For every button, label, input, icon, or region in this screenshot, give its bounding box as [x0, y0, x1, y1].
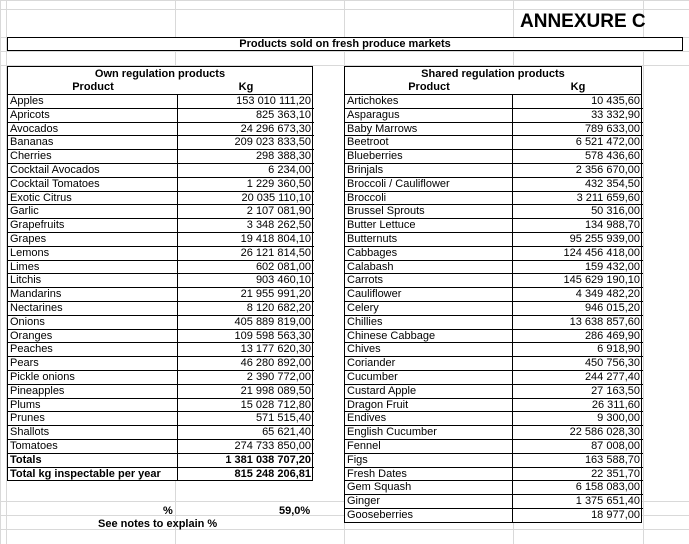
- product-cell: Prunes: [8, 412, 178, 426]
- kg-cell: 405 889 819,00: [178, 316, 314, 330]
- product-cell: Brinjals: [345, 164, 513, 178]
- table-row: [345, 371, 641, 385]
- kg-cell: 20 035 110,10: [178, 192, 314, 206]
- table-row: [345, 440, 641, 454]
- table-row: [8, 316, 312, 330]
- table-row: [345, 426, 641, 440]
- product-cell: Oranges: [8, 330, 178, 344]
- kg-cell: 22 351,70: [513, 468, 643, 482]
- table-row: [345, 150, 641, 164]
- table-row: [345, 136, 641, 150]
- kg-cell: 3 348 262,50: [178, 219, 314, 233]
- product-cell: Artichokes: [345, 95, 513, 109]
- product-cell: Broccoli / Cauliflower: [345, 178, 513, 192]
- inspectable-label: Total kg inspectable per year: [8, 468, 178, 482]
- table-row: [345, 468, 641, 482]
- kg-cell: 13 177 620,30: [178, 343, 314, 357]
- kg-cell: 163 588,70: [513, 454, 643, 468]
- table-row: [8, 426, 312, 440]
- product-cell: Chinese Cabbage: [345, 330, 513, 344]
- kg-cell: 6 158 083,00: [513, 481, 643, 495]
- product-cell: Custard Apple: [345, 385, 513, 399]
- kg-cell: 124 456 418,00: [513, 247, 643, 261]
- kg-cell: 571 515,40: [178, 412, 314, 426]
- product-cell: Apples: [8, 95, 178, 109]
- table-row: [345, 109, 641, 123]
- totals-label: Totals: [8, 454, 178, 468]
- product-cell: Lemons: [8, 247, 178, 261]
- product-cell: Cauliflower: [345, 288, 513, 302]
- product-cell: Dragon Fruit: [345, 399, 513, 413]
- kg-cell: 159 432,00: [513, 261, 643, 275]
- kg-cell: 450 756,30: [513, 357, 643, 371]
- table-row: [345, 205, 641, 219]
- kg-cell: 33 332,90: [513, 109, 643, 123]
- table-row: [8, 205, 312, 219]
- table-row: [8, 136, 312, 150]
- kg-cell: 8 120 682,20: [178, 302, 314, 316]
- table-row: [345, 302, 641, 316]
- kg-cell: 274 733 850,00: [178, 440, 314, 454]
- table-row: [345, 399, 641, 413]
- product-cell: Pickle onions: [8, 371, 178, 385]
- kg-cell: 24 296 673,30: [178, 123, 314, 137]
- kg-cell: 2 390 772,00: [178, 371, 314, 385]
- product-cell: Cocktail Tomatoes: [8, 178, 178, 192]
- product-cell: Cabbages: [345, 247, 513, 261]
- table-row: [8, 440, 312, 454]
- product-cell: Apricots: [8, 109, 178, 123]
- table-row: [8, 261, 312, 275]
- product-cell: Tomatoes: [8, 440, 178, 454]
- kg-cell: 134 988,70: [513, 219, 643, 233]
- product-cell: Limes: [8, 261, 178, 275]
- product-cell: Butternuts: [345, 233, 513, 247]
- product-cell: Plums: [8, 399, 178, 413]
- table-row: [345, 412, 641, 426]
- product-cell: Exotic Citrus: [8, 192, 178, 206]
- table-row: [345, 343, 641, 357]
- kg-cell: 244 277,40: [513, 371, 643, 385]
- product-cell: Ginger: [345, 495, 513, 509]
- product-cell: Baby Marrows: [345, 123, 513, 137]
- product-cell: Gem Squash: [345, 481, 513, 495]
- product-cell: Shallots: [8, 426, 178, 440]
- product-cell: Litchis: [8, 274, 178, 288]
- table-row: [8, 247, 312, 261]
- kg-cell: 946 015,20: [513, 302, 643, 316]
- product-cell: Chillies: [345, 316, 513, 330]
- kg-cell: 6 918,90: [513, 343, 643, 357]
- kg-cell: 3 211 659,60: [513, 192, 643, 206]
- product-cell: Fresh Dates: [345, 468, 513, 482]
- grid-line: [0, 51, 689, 52]
- percent-label: %: [163, 505, 173, 517]
- kg-cell: 209 023 833,50: [178, 136, 314, 150]
- kg-cell: 10 435,60: [513, 95, 643, 109]
- table-row: [8, 164, 312, 178]
- banner: [7, 37, 683, 51]
- product-cell: English Cucumber: [345, 426, 513, 440]
- table-row: [345, 247, 641, 261]
- table-row: [8, 233, 312, 247]
- product-cell: Garlic: [8, 205, 178, 219]
- kg-cell: 4 349 482,20: [513, 288, 643, 302]
- product-cell: Carrots: [345, 274, 513, 288]
- kg-cell: 22 586 028,30: [513, 426, 643, 440]
- kg-cell: 15 028 712,80: [178, 399, 314, 413]
- product-cell: Blueberries: [345, 150, 513, 164]
- kg-cell: 145 629 190,10: [513, 274, 643, 288]
- table-row: [345, 261, 641, 275]
- product-cell: Coriander: [345, 357, 513, 371]
- table-row: [345, 219, 641, 233]
- table-row: [345, 192, 641, 206]
- table-row: [345, 330, 641, 344]
- grid-line: [0, 9, 689, 10]
- kg-cell: 13 638 857,60: [513, 316, 643, 330]
- kg-cell: 21 955 991,20: [178, 288, 314, 302]
- kg-cell: 18 977,00: [591, 509, 640, 521]
- totals-value: 1 381 038 707,20: [178, 454, 314, 468]
- table-row: [8, 95, 312, 109]
- kg-cell: 903 460,10: [178, 274, 314, 288]
- product-cell: Onions: [8, 316, 178, 330]
- shared-regulation-table: [344, 66, 642, 523]
- shared-table-title: Shared regulation products: [421, 68, 565, 80]
- kg-cell: 21 998 089,50: [178, 385, 314, 399]
- product-cell: Mandarins: [8, 288, 178, 302]
- product-cell: Endives: [345, 412, 513, 426]
- kg-cell: 87 008,00: [513, 440, 643, 454]
- kg-cell: 2 107 081,90: [178, 205, 314, 219]
- table-row: [345, 123, 641, 137]
- kg-cell: 6 521 472,00: [513, 136, 643, 150]
- product-cell: Cocktail Avocados: [8, 164, 178, 178]
- kg-cell: 789 633,00: [513, 123, 643, 137]
- table-row: [345, 481, 641, 495]
- table-row: [8, 288, 312, 302]
- product-cell: Figs: [345, 454, 513, 468]
- product-cell: Pineapples: [8, 385, 178, 399]
- kg-cell: 2 356 670,00: [513, 164, 643, 178]
- product-cell: Celery: [345, 302, 513, 316]
- table-row: [8, 371, 312, 385]
- product-cell: Bananas: [8, 136, 178, 150]
- kg-cell: 6 234,00: [178, 164, 314, 178]
- table-row: [345, 288, 641, 302]
- table-row: [8, 192, 312, 206]
- table-row: [8, 412, 312, 426]
- table-row: [345, 164, 641, 178]
- product-cell: Nectarines: [8, 302, 178, 316]
- kg-cell: 578 436,60: [513, 150, 643, 164]
- own-col-kg-header: Kg: [238, 81, 254, 93]
- table-row: [345, 509, 641, 523]
- table-row: [345, 274, 641, 288]
- product-cell: Pears: [8, 357, 178, 371]
- kg-cell: 432 354,50: [513, 178, 643, 192]
- product-cell: Grapefruits: [8, 219, 178, 233]
- shared-col-kg-header: Kg: [570, 81, 586, 93]
- annexure-title: ANNEXURE C: [520, 11, 646, 32]
- kg-cell: 602 081,00: [178, 261, 314, 275]
- percent-note: See notes to explain %: [98, 518, 218, 530]
- table-row: [8, 219, 312, 233]
- table-row: [8, 109, 312, 123]
- table-row: [345, 495, 641, 509]
- kg-cell: 50 316,00: [513, 205, 643, 219]
- product-cell: Calabash: [345, 261, 513, 275]
- kg-cell: 109 598 563,30: [178, 330, 314, 344]
- table-row: [8, 274, 312, 288]
- table-row: [8, 178, 312, 192]
- table-row: [345, 385, 641, 399]
- table-row: [8, 357, 312, 371]
- product-cell: Cucumber: [345, 371, 513, 385]
- product-cell: Peaches: [8, 343, 178, 357]
- table-row: [345, 357, 641, 371]
- percent-value: 59,0%: [279, 505, 311, 517]
- table-row: [345, 316, 641, 330]
- inspectable-value: 815 248 206,81: [234, 467, 311, 480]
- table-row: [8, 302, 312, 316]
- shared-col-product-header: Product: [408, 81, 450, 93]
- kg-cell: 298 388,30: [178, 150, 314, 164]
- kg-cell: 19 418 804,10: [178, 233, 314, 247]
- kg-cell: 27 163,50: [513, 385, 643, 399]
- kg-cell: 286 469,90: [513, 330, 643, 344]
- product-cell: Asparagus: [345, 109, 513, 123]
- own-col-product-header: Product: [72, 81, 114, 93]
- product-cell: Fennel: [345, 440, 513, 454]
- table-row: [345, 233, 641, 247]
- kg-cell: 65 621,40: [178, 426, 314, 440]
- table-row: [8, 343, 312, 357]
- kg-cell: 26 311,60: [513, 399, 643, 413]
- own-inspectable-row: [8, 468, 312, 482]
- kg-cell: 1 229 360,50: [178, 178, 314, 192]
- product-cell: Brussel Sprouts: [345, 205, 513, 219]
- kg-cell: 153 010 111,20: [178, 95, 314, 109]
- product-cell: Butter Lettuce: [345, 219, 513, 233]
- table-row: [345, 178, 641, 192]
- product-cell: Chives: [345, 343, 513, 357]
- banner-title: Products sold on fresh produce markets: [239, 38, 451, 50]
- kg-cell: 26 121 814,50: [178, 247, 314, 261]
- own-totals-row: [8, 454, 312, 468]
- grid-line: [643, 0, 644, 544]
- table-row: [8, 150, 312, 164]
- product-cell: Beetroot: [345, 136, 513, 150]
- table-row: [8, 385, 312, 399]
- kg-cell: 46 280 892,00: [178, 357, 314, 371]
- product-cell: Grapes: [8, 233, 178, 247]
- product-cell: Avocados: [8, 123, 178, 137]
- product-cell: Broccoli: [345, 192, 513, 206]
- product-cell: Cherries: [8, 150, 178, 164]
- own-table-title: Own regulation products: [94, 68, 226, 80]
- kg-cell: 1 375 651,40: [513, 495, 643, 509]
- product-cell: Gooseberries: [345, 509, 513, 523]
- kg-cell: 9 300,00: [513, 412, 643, 426]
- kg-cell: 825 363,10: [178, 109, 314, 123]
- table-row: [345, 454, 641, 468]
- table-row: [8, 123, 312, 137]
- table-row: [8, 330, 312, 344]
- kg-cell: 95 255 939,00: [513, 233, 643, 247]
- own-regulation-table: [7, 66, 313, 481]
- table-row: [8, 399, 312, 413]
- table-row: [345, 95, 641, 109]
